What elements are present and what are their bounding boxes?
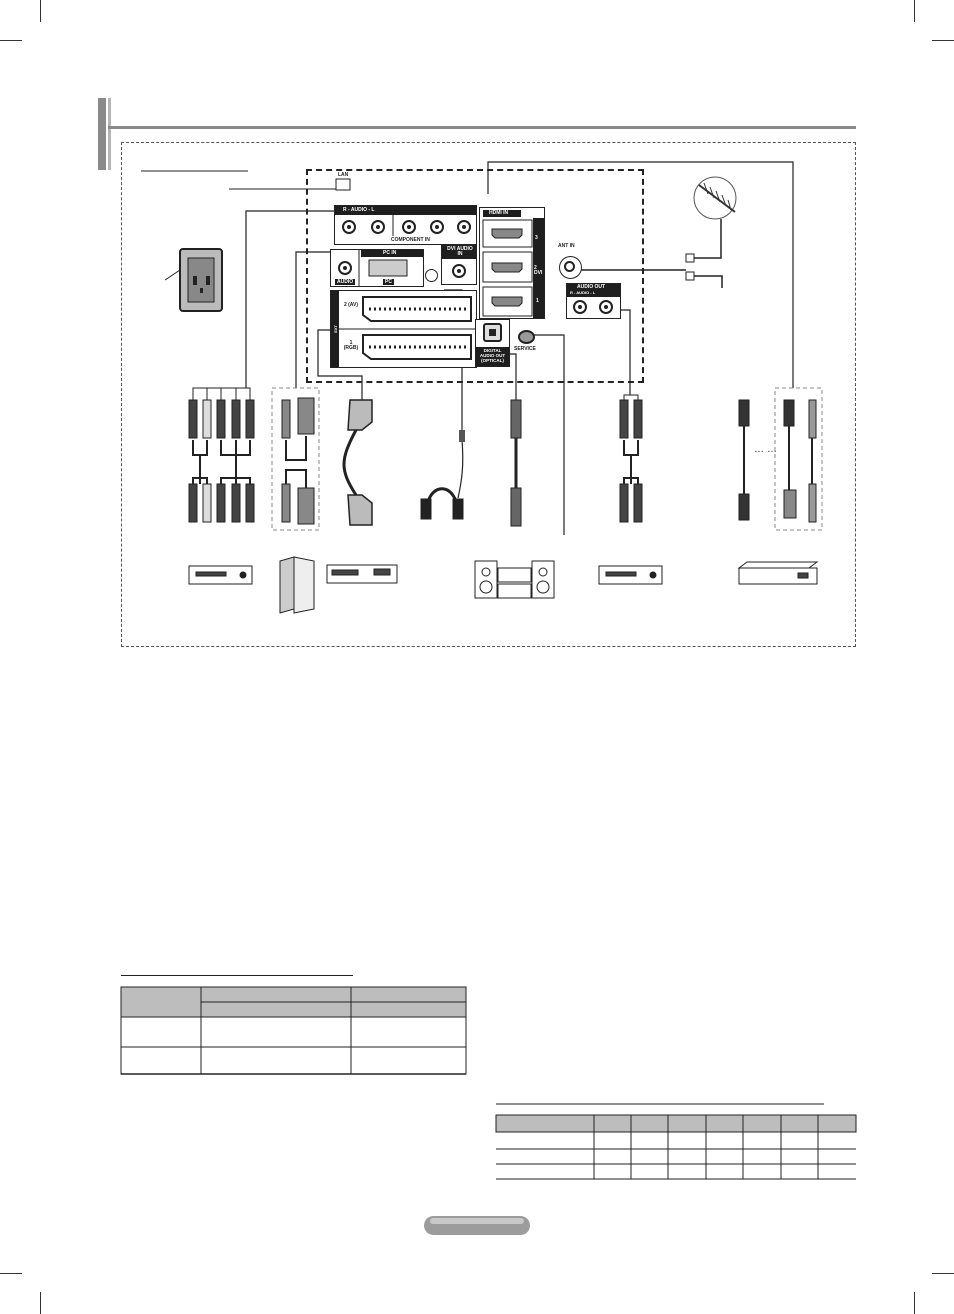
audio-label: AUDIO (337, 279, 354, 285)
ext-label: EXT (333, 325, 338, 333)
audio-lr-label: R - AUDIO - L (343, 207, 375, 213)
svg-text:…: … (767, 444, 777, 455)
service-label: SERVICE (514, 346, 536, 352)
digital-audio-out-label: DIGITAL AUDIO OUT (OPTICAL) (479, 348, 506, 363)
dvi-audio-in-label: DVI AUDIO IN (445, 247, 475, 257)
audio-out-label: AUDIO OUT (577, 284, 606, 290)
audio-out-lr-label: R - AUDIO - L (570, 290, 596, 295)
ext1-label: 1 (RGB) (343, 340, 359, 351)
ext2-label: 2 (AV) (343, 302, 359, 308)
svg-text:…: … (754, 444, 764, 455)
hdmi2-label: 2 DVI (534, 265, 543, 276)
component-in-label: COMPONENT IN (391, 237, 430, 243)
hdmi1-label: 1 (536, 298, 539, 304)
pc-label: PC (385, 279, 392, 285)
hdmi-in-label: HDMI IN (489, 210, 509, 216)
hdmi3-label: 3 (535, 235, 538, 241)
pc-in-label: PC IN (383, 250, 397, 256)
lan-label: LAN (338, 172, 349, 178)
page-number-pill-highlight (430, 1218, 524, 1224)
ant-in-label: ANT IN (558, 243, 575, 249)
